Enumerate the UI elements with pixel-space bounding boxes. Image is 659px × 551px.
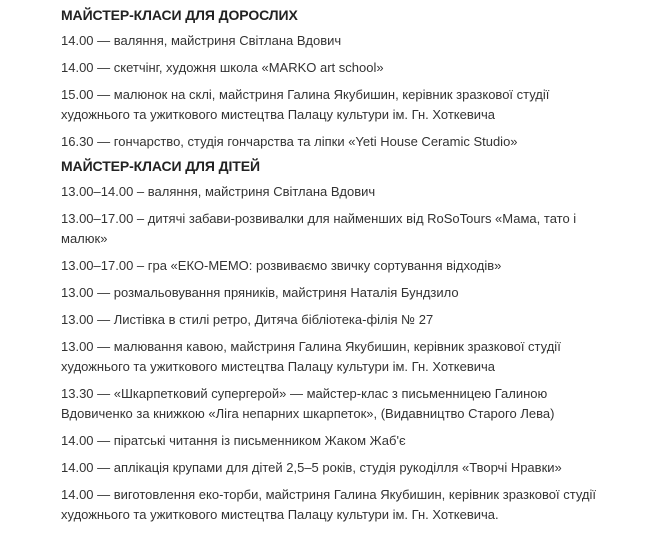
list-item: 14.00 — аплікація крупами для дітей 2,5–5 років, студія рукоділля «Творчі Нравки» [61,460,562,475]
list-item: 13.00–17.00 – гра «ЕКО-МЕМО: розвиваємо звичку сортування відходів» [61,258,502,273]
list-item: 15.00 — малюнок на склі, майстриня Галина Якубишин, керівник зразкової студії художнього та ужиткового мистецтва Палацу культури ім. Гн. Хоткевича [61,87,550,122]
list-item: 14.00 — скетчінг, художня школа «MARKO art school» [61,60,384,75]
list-item: 14.00 — валяння, майстриня Світлана Вдович [61,33,342,48]
section-heading-adults: МАЙСТЕР-КЛАСИ ДЛЯ ДОРОСЛИХ [61,7,298,23]
list-item: 13.00–14.00 – валяння, майстриня Світлана Вдович [61,184,376,199]
list-item: 13.00 — розмальовування пряників, майстриня Наталія Бундзило [61,285,459,300]
article-content [61,0,621,525]
list-item: 14.00 — виготовлення еко-торби, майстриня Галина Якубишин, керівник зразкової студії художнього та ужиткового мистецтва Палацу культури ім. Гн. Хоткевича. [61,487,596,522]
section-children [61,158,621,525]
list-item: 13.00–17.00 – дитячі забави-розвивалки для найменших від RoSoTours «Мама, тато і малюк» [61,211,577,246]
section-heading-children: МАЙСТЕР-КЛАСИ ДЛЯ ДІТЕЙ [61,158,260,174]
section-adults [61,7,621,152]
list-item: 13.00 — малювання кавою, майстриня Галина Якубишин, керівник зразкової студії художнього та ужиткового мистецтва Палацу культури ім. Гн. Хоткевича [61,339,561,374]
list-item: 13.30 — «Шкарпетковий супергерой» — майстер-клас з письменницею Галиною Вдовиченко за книжкою «Ліга непарних шкарпеток», (Видавництво Старого Лева) [61,386,555,421]
list-item: 13.00 — Листівка в стилі ретро, Дитяча бібліотека-філія № 27 [61,312,434,327]
list-item: 14.00 — піратські читання із письменником Жаком Жаб'є [61,433,406,448]
list-item: 16.30 — гончарство, студія гончарства та ліпки «Yeti House Ceramic Studio» [61,134,518,149]
